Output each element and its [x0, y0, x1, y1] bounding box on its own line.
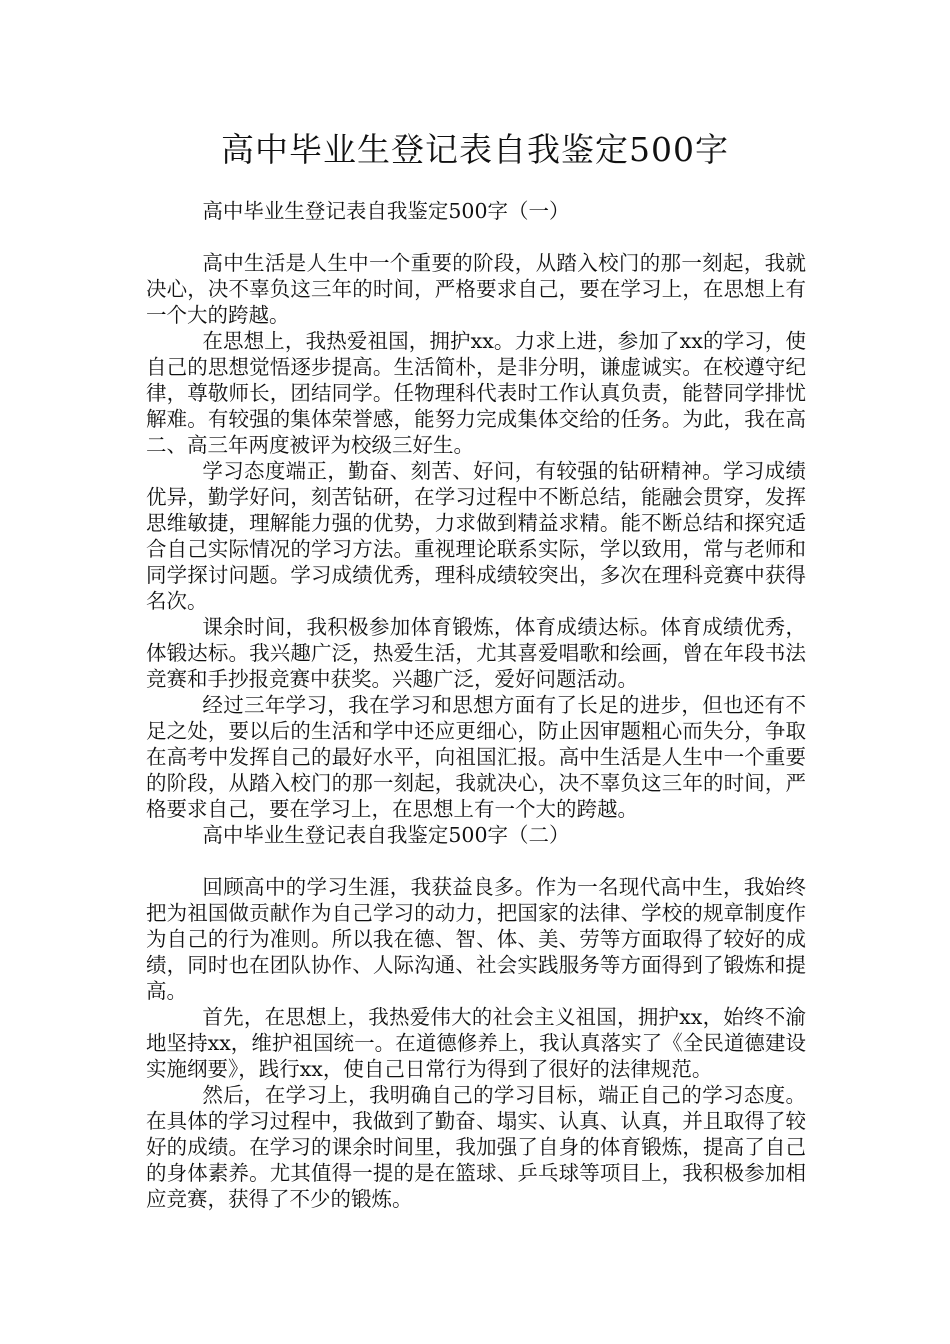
section-heading-2: 高中毕业生登记表自我鉴定500字（二）	[202, 823, 570, 847]
paragraph: 高中生活是人生中一个重要的阶段，从踏入校门的那一刻起，我就决心，决不辜负这三年的时间，严格要求自己，要在学习上，在思想上有一个大的跨越。	[146, 251, 806, 327]
paragraph: 在思想上，我热爱祖国，拥护xx。力求上进，参加了xx的学习，使自己的思想觉悟逐步提高。生活简朴，是非分明，谦虚诚实。在校遵守纪律，尊敬师长，团结同学。任物理科代表时工作认真负责，能替同学排忧解难。有较强的集体荣誉感，能努力完成集体交给的任务。为此，我在高二、高三年两度被评为校级三好生。	[146, 329, 806, 457]
spacer	[146, 224, 806, 250]
spacer	[146, 848, 806, 874]
paragraph: 学习态度端正，勤奋、刻苦、好问，有较强的钻研精神。学习成绩优异，勤学好问，刻苦钻研，在学习过程中不断总结，能融会贯穿，发挥思维敏捷，理解能力强的优势，力求做到精益求精。能不断总结和探究适合自己实际情况的学习方法。重视理论联系实际，学以致用，常与老师和同学探讨问题。学习成绩优秀，理科成绩较突出，多次在理科竞赛中获得名次。	[146, 459, 806, 613]
paragraph: 首先，在思想上，我热爱伟大的社会主义祖国，拥护xx，始终不渝地坚持xx，维护祖国统一。在道德修养上，我认真落实了《全民道德建设实施纲要》，践行xx，使自己日常行为得到了很好的法律规范。	[146, 1005, 806, 1081]
section-heading-1: 高中毕业生登记表自我鉴定500字（一）	[202, 199, 570, 223]
document-body	[146, 198, 806, 1212]
paragraph: 课余时间，我积极参加体育锻炼，体育成绩达标。体育成绩优秀，体锻达标。我兴趣广泛，热爱生活，尤其喜爱唱歌和绘画，曾在年段书法竞赛和手抄报竞赛中获奖。兴趣广泛，爱好问题活动。	[146, 615, 806, 691]
paragraph: 经过三年学习，我在学习和思想方面有了长足的进步，但也还有不足之处，要以后的生活和学中还应更细心，防止因审题粗心而失分，争取在高考中发挥自己的最好水平，向祖国汇报。高中生活是人生中一个重要的阶段，从踏入校门的那一刻起，我就决心，决不辜负这三年的时间，严格要求自己，要在学习上，在思想上有一个大的跨越。	[146, 693, 806, 821]
document-title: 高中毕业生登记表自我鉴定500字	[221, 130, 729, 169]
paragraph: 回顾高中的学习生涯，我获益良多。作为一名现代高中生，我始终把为祖国做贡献作为自己学习的动力，把国家的法律、学校的规章制度作为自己的行为准则。所以我在德、智、体、美、劳等方面取得了较好的成绩，同时也在团队协作、人际沟通、社会实践服务等方面得到了锻炼和提高。	[146, 875, 806, 1003]
paragraph: 然后，在学习上，我明确自己的学习目标，端正自己的学习态度。在具体的学习过程中，我做到了勤奋、塌实、认真、认真，并且取得了较好的成绩。在学习的课余时间里，我加强了自身的体育锻炼，提高了自己的身体素养。尤其值得一提的是在篮球、乒乓球等项目上，我积极参加相应竞赛，获得了不少的锻炼。	[146, 1083, 806, 1211]
